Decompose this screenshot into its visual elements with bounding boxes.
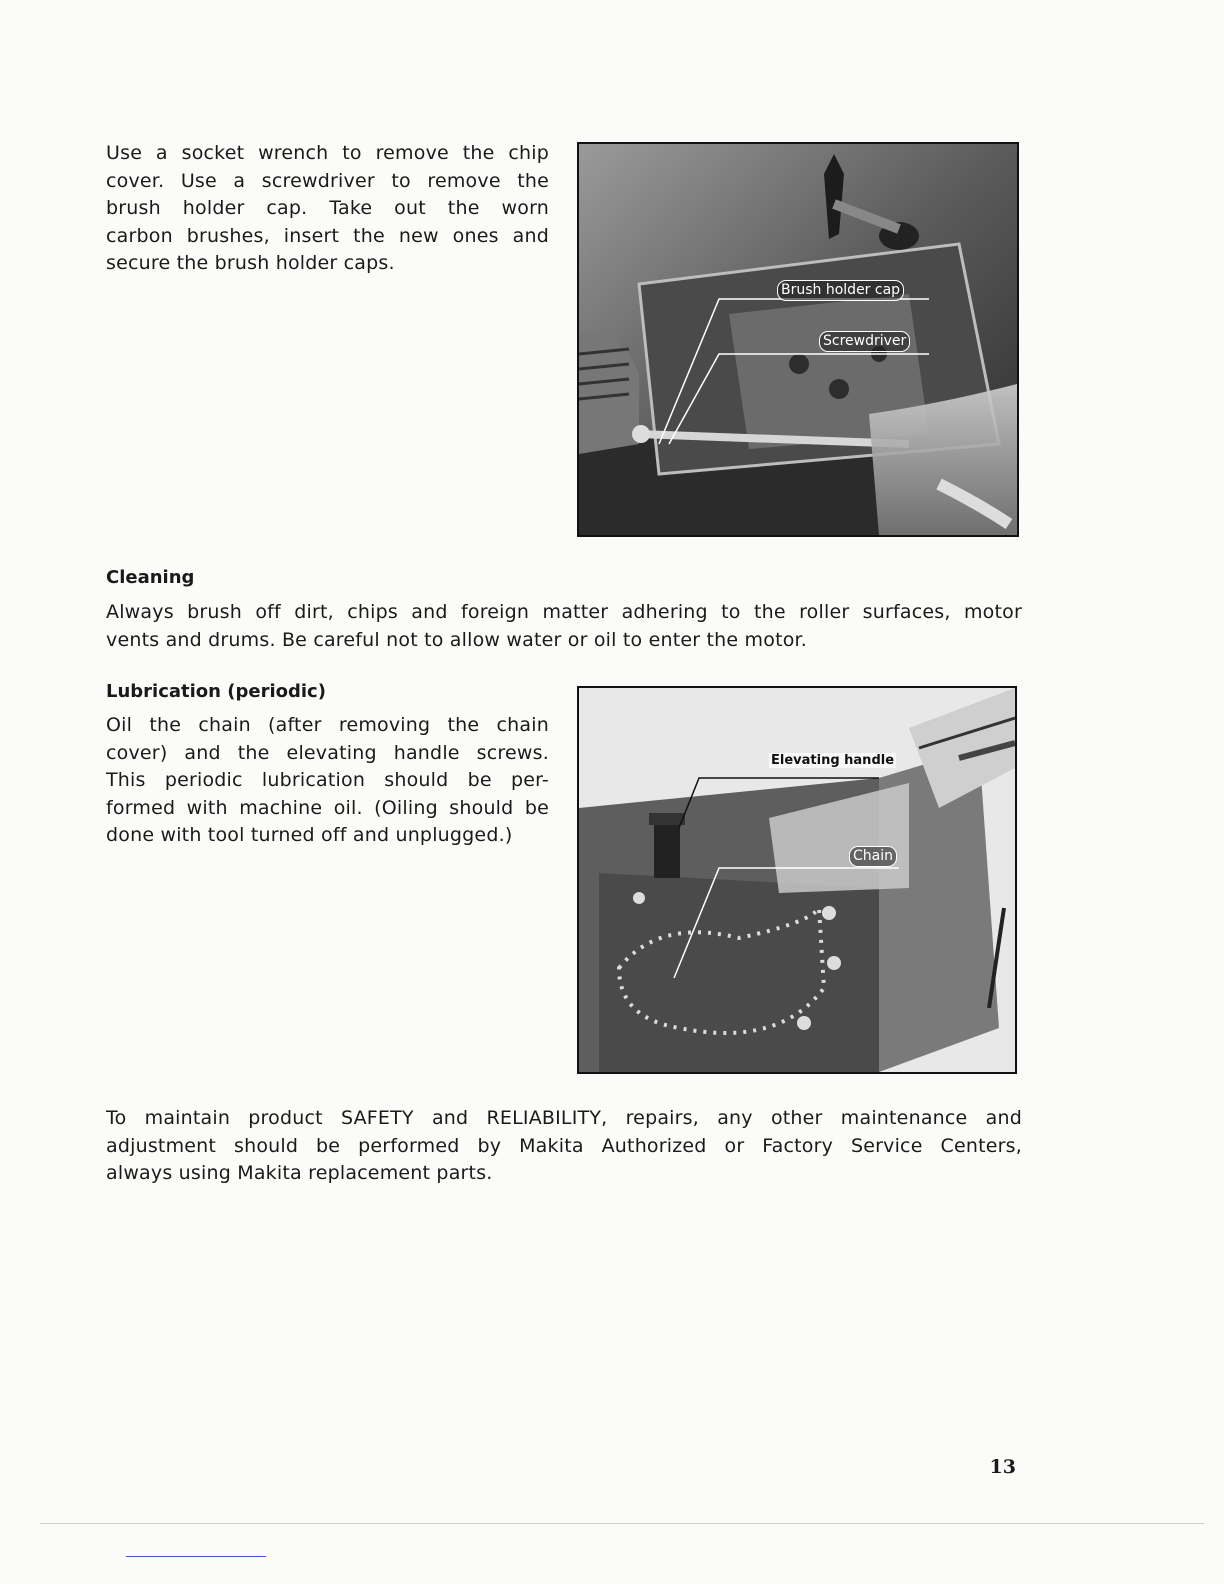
chain-lubrication-photo [577,686,1017,1074]
page-number: 13 [989,1456,1016,1478]
brush-instructions [106,140,549,278]
link-underline[interactable] [126,1556,266,1557]
callout-chain: Chain [849,846,897,867]
text-line: always using Makita replacement parts. [106,1162,493,1184]
text-line: secure the brush holder caps. [106,252,395,274]
text-line: done with tool turned off and unplugged.) [106,824,513,846]
safety-note [106,1105,1022,1188]
text-line: vents and drums. Be careful not to allow water or oil to enter the motor. [106,628,808,651]
brush-holder-photo-drawing [579,144,1017,535]
cleaning-heading: Cleaning [106,567,195,588]
chain-lubrication-photo-drawing [579,688,1015,1072]
callout-screwdriver: Screwdriver [819,331,910,352]
text-line: To maintain product SAFETY and RELIABILITY, repairs, any other maintenance and [106,1107,1022,1129]
callout-brush-holder-cap: Brush holder cap [777,280,904,301]
text-line: Use a socket wrench to remove the chip [106,142,549,164]
text-line: This periodic lubrication should be per- [106,769,549,791]
bottom-rule [40,1523,1204,1524]
text-line: Always brush off dirt, chips and foreign matter adhering to the roller surfaces, motor [106,601,1022,623]
text-line: formed with machine oil. (Oiling should be [106,796,549,819]
text-line: brush holder cap. Take out the worn [106,197,549,219]
lubrication-heading: Lubrication (periodic) [106,681,326,702]
brush-holder-photo [577,142,1019,537]
cleaning-text [106,599,1022,654]
text-line: Oil the chain (after removing the chain [106,714,549,736]
lubrication-text [106,712,549,850]
text-line: adjustment should be performed by Makita Authorized or Factory Service Centers, [106,1134,1022,1157]
callout-elevating-handle: Elevating handle [771,753,895,768]
text-line: cover. Use a screwdriver to remove the [106,169,549,192]
text-line: carbon brushes, insert the new ones and [106,224,549,247]
text-line: cover) and the elevating handle screws. [106,741,549,764]
